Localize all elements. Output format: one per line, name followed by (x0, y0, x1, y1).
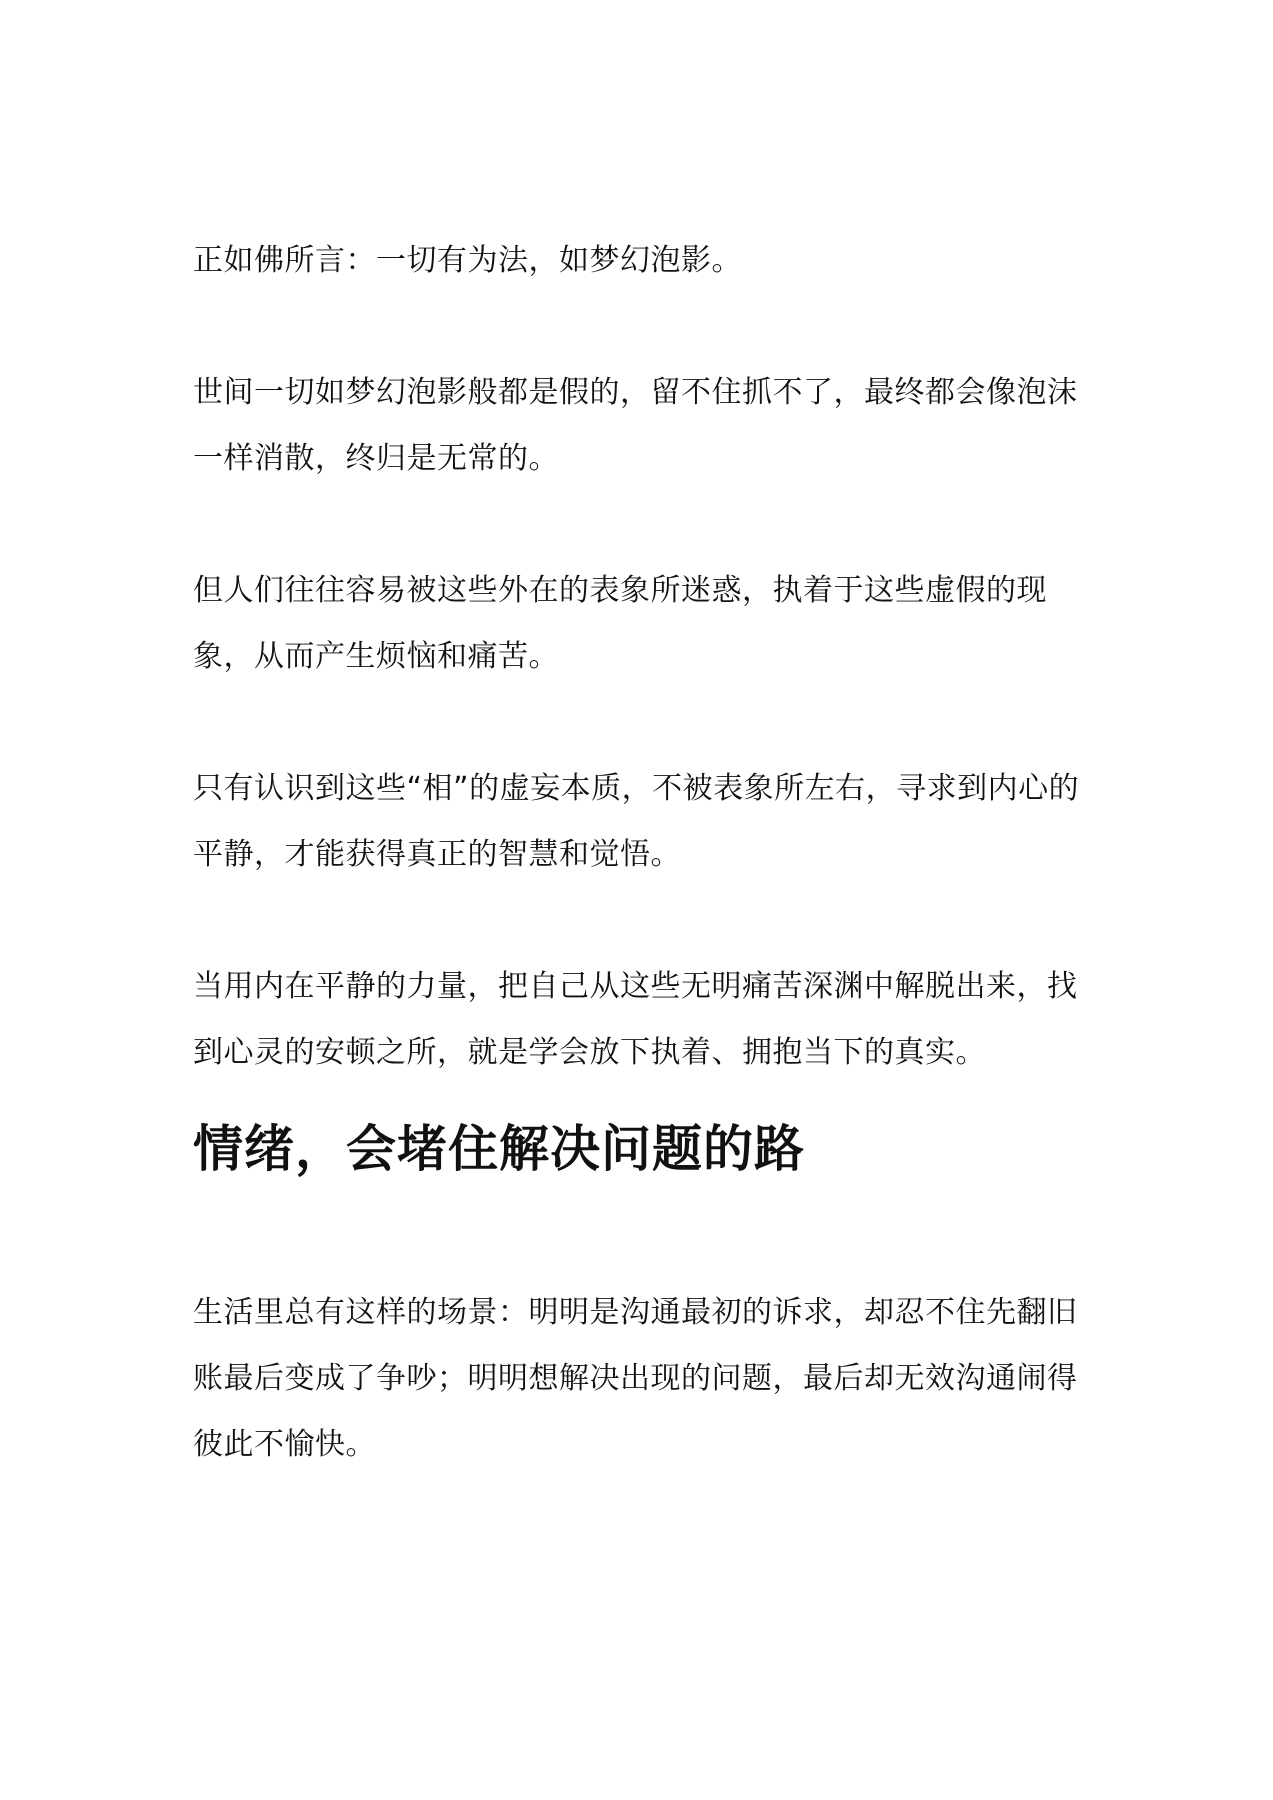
paragraph: 但人们往往容易被这些外在的表象所迷惑，执着于这些虚假的现象，从而产生烦恼和痛苦。 (193, 573, 1047, 674)
article-body (193, 228, 1093, 1478)
section-heading: 情绪，会堵住解决问题的路 (193, 1119, 805, 1178)
paragraph: 生活里总有这样的场景：明明是沟通最初的诉求，却忍不住先翻旧账最后变成了争吵；明明想解决出现的问题，最后却无效沟通闹得彼此不愉快。 (193, 1295, 1078, 1462)
paragraph: 只有认识到这些“相”的虚妄本质，不被表象所左右，寻求到内心的平静，才能获得真正的智慧和觉悟。 (193, 771, 1080, 872)
paragraph: 当用内在平静的力量，把自己从这些无明痛苦深渊中解脱出来，找到心灵的安顿之所，就是学会放下执着、拥抱当下的真实。 (193, 969, 1078, 1070)
paragraph: 正如佛所言：一切有为法，如梦幻泡影。 (193, 243, 742, 278)
paragraph: 世间一切如梦幻泡影般都是假的，留不住抓不了，最终都会像泡沫一样消散，终归是无常的。 (193, 375, 1078, 476)
